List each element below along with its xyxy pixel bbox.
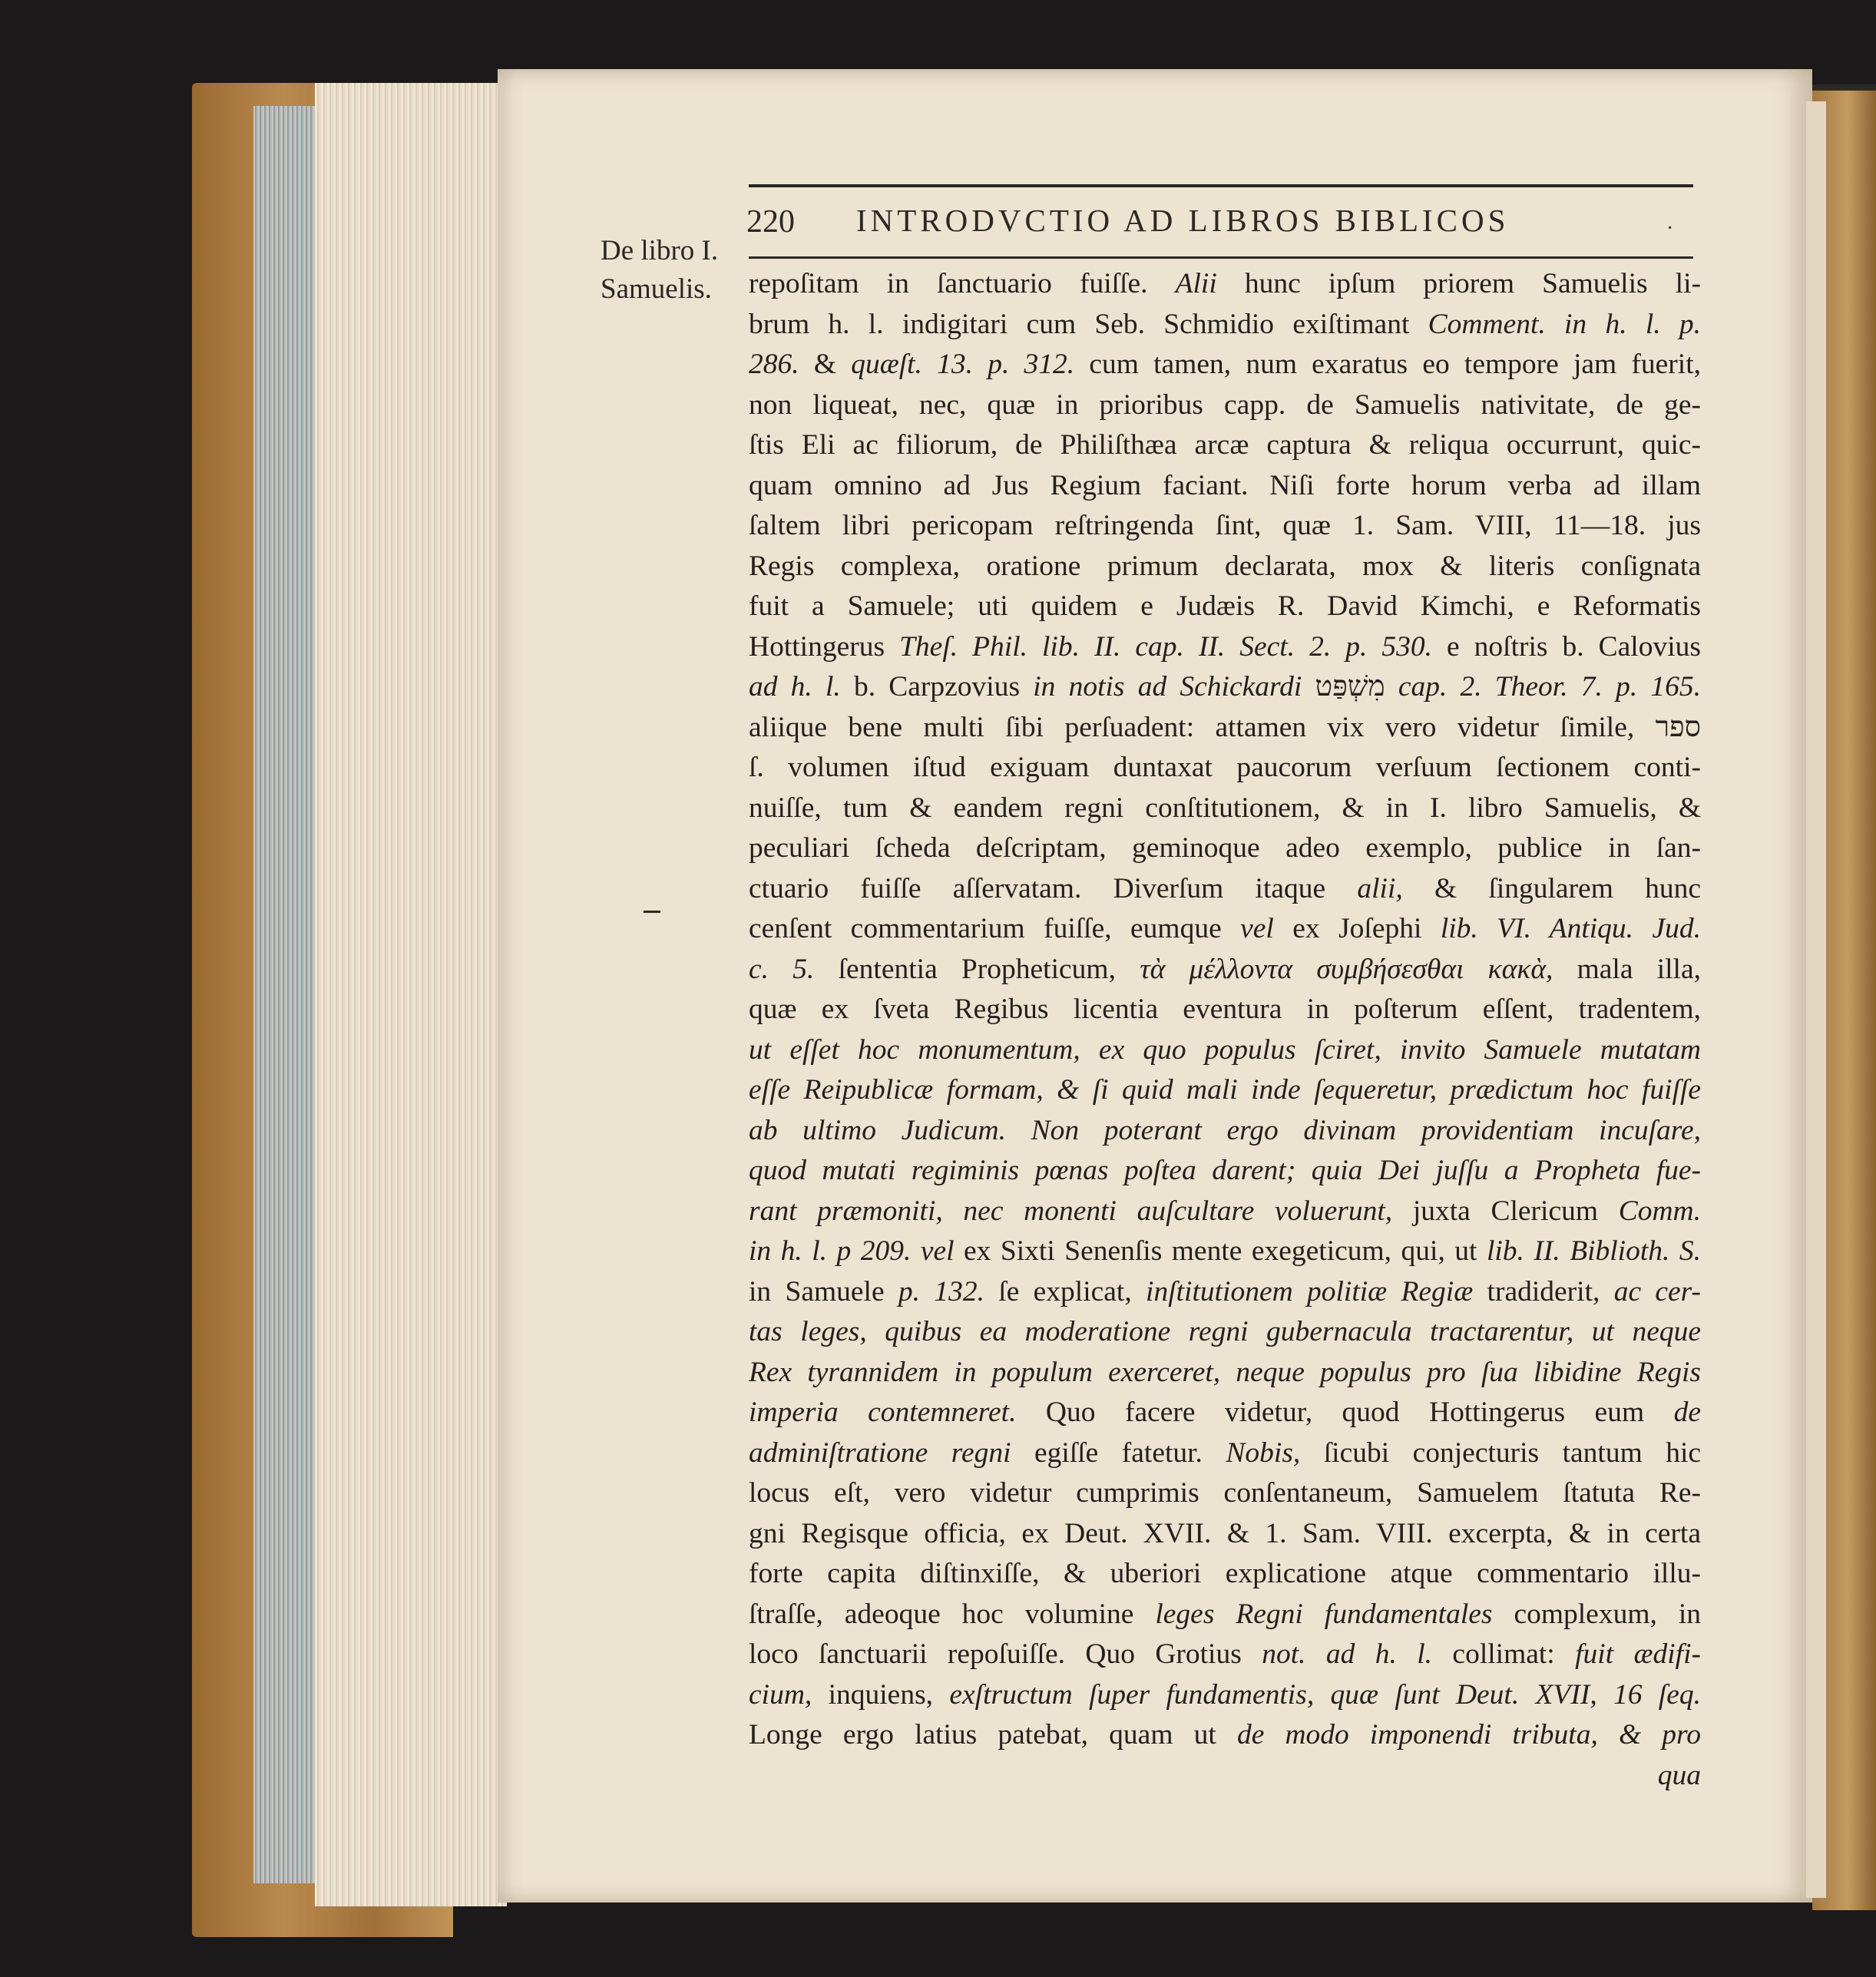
italic-segment: ut eſſet hoc monumentum, ex quo populus ſciret, invito Samuele mutatam bbox=[749, 1033, 1701, 1066]
italic-segment: tas leges, quibus ea moderatione regni gubernacula tractarentur, ut neque bbox=[749, 1316, 1701, 1347]
margin-dash bbox=[644, 911, 660, 913]
roman-segment: brum h. l. indigitari cum Seb. Schmidio exiſtimant bbox=[749, 308, 1428, 340]
roman-segment: Regis complexa, oratione primum declarata, mox & literis conſignata bbox=[749, 550, 1701, 582]
roman-segment: egiſſe fatetur. bbox=[1011, 1436, 1226, 1469]
roman-segment: ſicubi conjecturis tantum hic bbox=[1300, 1436, 1701, 1469]
roman-segment: quam omnino ad Jus Regium faciant. Niſi forte horum verba ad illam bbox=[749, 469, 1701, 501]
text-line bbox=[749, 587, 1701, 627]
corner-mark: · bbox=[1666, 217, 1674, 240]
italic-segment: Theſ. Phil. lib. II. cap. II. Sect. 2. p. 530. bbox=[899, 630, 1432, 663]
roman-segment: & bbox=[799, 349, 852, 380]
roman-segment: aliique bene multi ſibi perſuadent: attamen vix vero videtur ſimile, ספר bbox=[749, 711, 1701, 743]
text-line bbox=[749, 1030, 1701, 1071]
text-line bbox=[749, 1635, 1701, 1675]
roman-segment: ex Sixti Senenſis mente exegeticum, qui, ut bbox=[954, 1235, 1487, 1267]
text-line bbox=[749, 828, 1701, 869]
italic-segment: in h. l. p 209. bbox=[749, 1235, 912, 1267]
marginal-note-line: Samuelis. bbox=[601, 273, 712, 305]
roman-segment: repoſitam in ſanctuario fuiſſe. bbox=[749, 268, 1176, 299]
text-line bbox=[749, 950, 1701, 990]
page-number: 220 bbox=[746, 204, 795, 240]
catchword: qua bbox=[1657, 1759, 1701, 1791]
page-leaf-edges bbox=[315, 83, 507, 1906]
italic-segment: Rex tyrannidem in populum exerceret, neque populus pro ſua libidine Regis bbox=[749, 1356, 1701, 1388]
roman-segment: cum tamen, num exaratus eo tempore jam fuerit, bbox=[1074, 349, 1701, 380]
text-line bbox=[749, 425, 1701, 466]
text-line bbox=[749, 264, 1701, 305]
italic-segment: exſtructum ſuper fundamentis, quæ ſunt Deut. XVII, 16 ſeq. bbox=[949, 1678, 1701, 1711]
marginal-note bbox=[601, 232, 754, 309]
roman-segment: ex Joſephi bbox=[1273, 913, 1441, 944]
italic-segment: inſtitutionem politiæ Regiæ bbox=[1146, 1275, 1474, 1308]
marginal-note-line: De libro I. bbox=[601, 235, 719, 266]
italic-segment: ad h. l. bbox=[749, 671, 841, 703]
text-line bbox=[749, 909, 1701, 950]
roman-segment: Quo facere videtur, quod Hottingerus eum bbox=[1016, 1397, 1674, 1428]
roman-segment: juxta Clericum bbox=[1392, 1195, 1619, 1227]
roman-segment: nuiſſe, tum & eandem regni conſtitutionem, & in I. libro Samuelis, & bbox=[749, 792, 1701, 824]
italic-segment: fuit ædifi- bbox=[1575, 1638, 1701, 1670]
header-rule-top bbox=[749, 184, 1693, 187]
text-line bbox=[749, 1151, 1701, 1192]
text-line bbox=[749, 990, 1701, 1030]
italic-segment: Alii bbox=[1175, 268, 1217, 299]
roman-segment: complexum, in bbox=[1492, 1598, 1701, 1630]
text-line bbox=[749, 1675, 1701, 1716]
roman-segment: e noſtris b. Calovius bbox=[1431, 630, 1701, 663]
italic-segment: τὰ μέλλοντα συμβήσεσθαι κακὰ, bbox=[1140, 953, 1553, 985]
roman-segment: forte capita diſtinxiſſe, & uberiori explicatione atque commentario illu- bbox=[749, 1558, 1701, 1589]
roman-segment: loco ſanctuarii repoſuiſſe. Quo Grotius bbox=[749, 1638, 1262, 1670]
text-line bbox=[749, 1312, 1701, 1353]
body-text bbox=[749, 264, 1701, 1796]
text-line bbox=[749, 1473, 1701, 1514]
roman-segment: מִשְׁפַּט bbox=[1302, 671, 1398, 703]
running-head: INTRODVCTIO AD LIBROS BIBLICOS bbox=[856, 203, 1510, 238]
italic-segment: ac cer- bbox=[1613, 1275, 1701, 1308]
text-line bbox=[749, 345, 1701, 385]
italic-segment: Comm. bbox=[1618, 1195, 1701, 1227]
italic-segment: ab ultimo Judicum. Non poterant ergo divinam providentiam incuſare, bbox=[749, 1114, 1701, 1146]
italic-segment: Comment. in h. l. p. bbox=[1428, 308, 1701, 340]
text-line bbox=[749, 708, 1701, 749]
text-line bbox=[749, 1514, 1701, 1555]
roman-segment: ctuario fuiſſe aſſervatam. Diverſum itaque bbox=[749, 872, 1358, 904]
roman-segment: locus eſt, vero videtur cumprimis conſentaneum, Samuelem ſtatuta Re- bbox=[749, 1477, 1701, 1509]
text-line bbox=[749, 1070, 1701, 1111]
italic-segment: alii, bbox=[1357, 872, 1403, 904]
text-line bbox=[749, 1554, 1701, 1595]
italic-segment: vel bbox=[1240, 913, 1274, 944]
text-line bbox=[749, 1433, 1701, 1474]
italic-segment: 286. bbox=[749, 349, 799, 380]
roman-segment: Hottingerus bbox=[749, 630, 900, 663]
italic-segment: quod mutati regiminis pœnas poſtea darent; quia Dei juſſu a Propheta fue- bbox=[749, 1155, 1701, 1186]
roman-segment: non liqueat, nec, quæ in prioribus capp. de Samuelis nativitate, de ge- bbox=[749, 388, 1701, 421]
italic-segment: quæſt. 13. p. 312. bbox=[851, 349, 1075, 380]
roman-segment: tradiderit, bbox=[1473, 1275, 1614, 1308]
italic-segment: imperia contemneret. bbox=[749, 1397, 1017, 1428]
italic-segment: eſſe Reipublicæ formam, & ſi quid mali inde ſequeretur, prædictum hoc fuiſſe bbox=[749, 1074, 1701, 1106]
italic-segment: leges Regni fundamentales bbox=[1155, 1598, 1493, 1630]
text-line bbox=[749, 748, 1701, 788]
italic-segment: vel bbox=[920, 1235, 955, 1267]
italic-segment: cap. 2. Theor. 7. p. 165. bbox=[1398, 671, 1701, 703]
text-line bbox=[749, 547, 1701, 587]
roman-segment: ſ. volumen iſtud exiguam duntaxat paucorum verſuum ſectionem conti- bbox=[749, 752, 1701, 783]
italic-segment: de modo imponendi tributa, & pro bbox=[1236, 1719, 1701, 1751]
text-line bbox=[749, 1231, 1701, 1272]
roman-segment: hunc ipſum priorem Samuelis li- bbox=[1216, 268, 1701, 299]
italic-segment: lib. VI. Antiqu. Jud. bbox=[1440, 913, 1701, 944]
text-line bbox=[749, 1192, 1701, 1232]
roman-segment: b. Carpzovius bbox=[840, 671, 1034, 703]
book-block-edge bbox=[253, 106, 315, 1883]
text-line bbox=[749, 1393, 1701, 1433]
text-line bbox=[749, 385, 1701, 426]
roman-segment: ſe explicat, bbox=[984, 1275, 1146, 1308]
roman-segment: inquiens, bbox=[812, 1678, 950, 1711]
text-line bbox=[749, 788, 1701, 829]
text-line bbox=[749, 1272, 1701, 1313]
roman-segment: peculiari ſcheda deſcriptam, geminoque adeo exemplo, publice in ſan- bbox=[749, 832, 1701, 864]
text-line bbox=[749, 466, 1701, 507]
roman-segment: ſententia Propheticum, bbox=[814, 953, 1140, 985]
text-line bbox=[749, 627, 1701, 668]
italic-segment: Nobis, bbox=[1226, 1436, 1301, 1469]
italic-segment: in notis ad Schickardi bbox=[1033, 671, 1302, 703]
text-line bbox=[749, 305, 1701, 345]
roman-segment: Longe ergo latius patebat, quam ut bbox=[749, 1719, 1237, 1751]
text-line bbox=[749, 869, 1701, 910]
header-rule-bottom bbox=[749, 256, 1693, 259]
roman-segment bbox=[911, 1235, 920, 1267]
roman-segment: in Samuele bbox=[749, 1275, 898, 1308]
italic-segment: c. 5. bbox=[749, 953, 815, 985]
italic-segment: cium, bbox=[749, 1678, 812, 1711]
text-line bbox=[749, 1353, 1701, 1393]
roman-segment: ſtis Eli ac filiorum, de Philiſthæa arcæ captura & reliqua occurrunt, quic- bbox=[749, 429, 1701, 461]
text-line bbox=[749, 667, 1701, 708]
roman-segment: fuit a Samuele; uti quidem e Judæis R. David Kimchi, e Reformatis bbox=[749, 590, 1701, 622]
text-line bbox=[749, 1715, 1701, 1756]
text-line bbox=[749, 1595, 1701, 1635]
italic-segment: adminiſtratione regni bbox=[749, 1436, 1011, 1469]
roman-segment: collimat: bbox=[1432, 1638, 1576, 1670]
italic-segment: rant præmoniti, nec monenti auſcultare voluerunt, bbox=[749, 1195, 1393, 1227]
roman-segment: mala illa, bbox=[1553, 953, 1701, 985]
roman-segment: quæ ex ſveta Regibus licentia eventura in poſterum eſſent, tradentem, bbox=[749, 993, 1701, 1025]
italic-segment: lib. II. Biblioth. S. bbox=[1486, 1235, 1701, 1267]
gutter-strip bbox=[1806, 101, 1826, 1898]
roman-segment: cenſent commentarium fuiſſe, eumque bbox=[749, 913, 1241, 944]
italic-segment: p. 132. bbox=[898, 1275, 984, 1308]
text-line bbox=[749, 506, 1701, 547]
roman-segment: & ſingularem hunc bbox=[1402, 872, 1701, 904]
roman-segment: gni Regisque officia, ex Deut. XVII. & 1. Sam. VIII. excerpta, & in certa bbox=[749, 1517, 1701, 1549]
italic-segment: not. ad h. l. bbox=[1262, 1638, 1433, 1670]
roman-segment: ſtraſſe, adeoque hoc volumine bbox=[749, 1598, 1156, 1630]
text-line bbox=[749, 1111, 1701, 1152]
roman-segment: ſaltem libri pericopam reſtringenda ſint, quæ 1. Sam. VIII, 11—18. jus bbox=[749, 510, 1701, 541]
italic-segment: de bbox=[1673, 1397, 1701, 1428]
